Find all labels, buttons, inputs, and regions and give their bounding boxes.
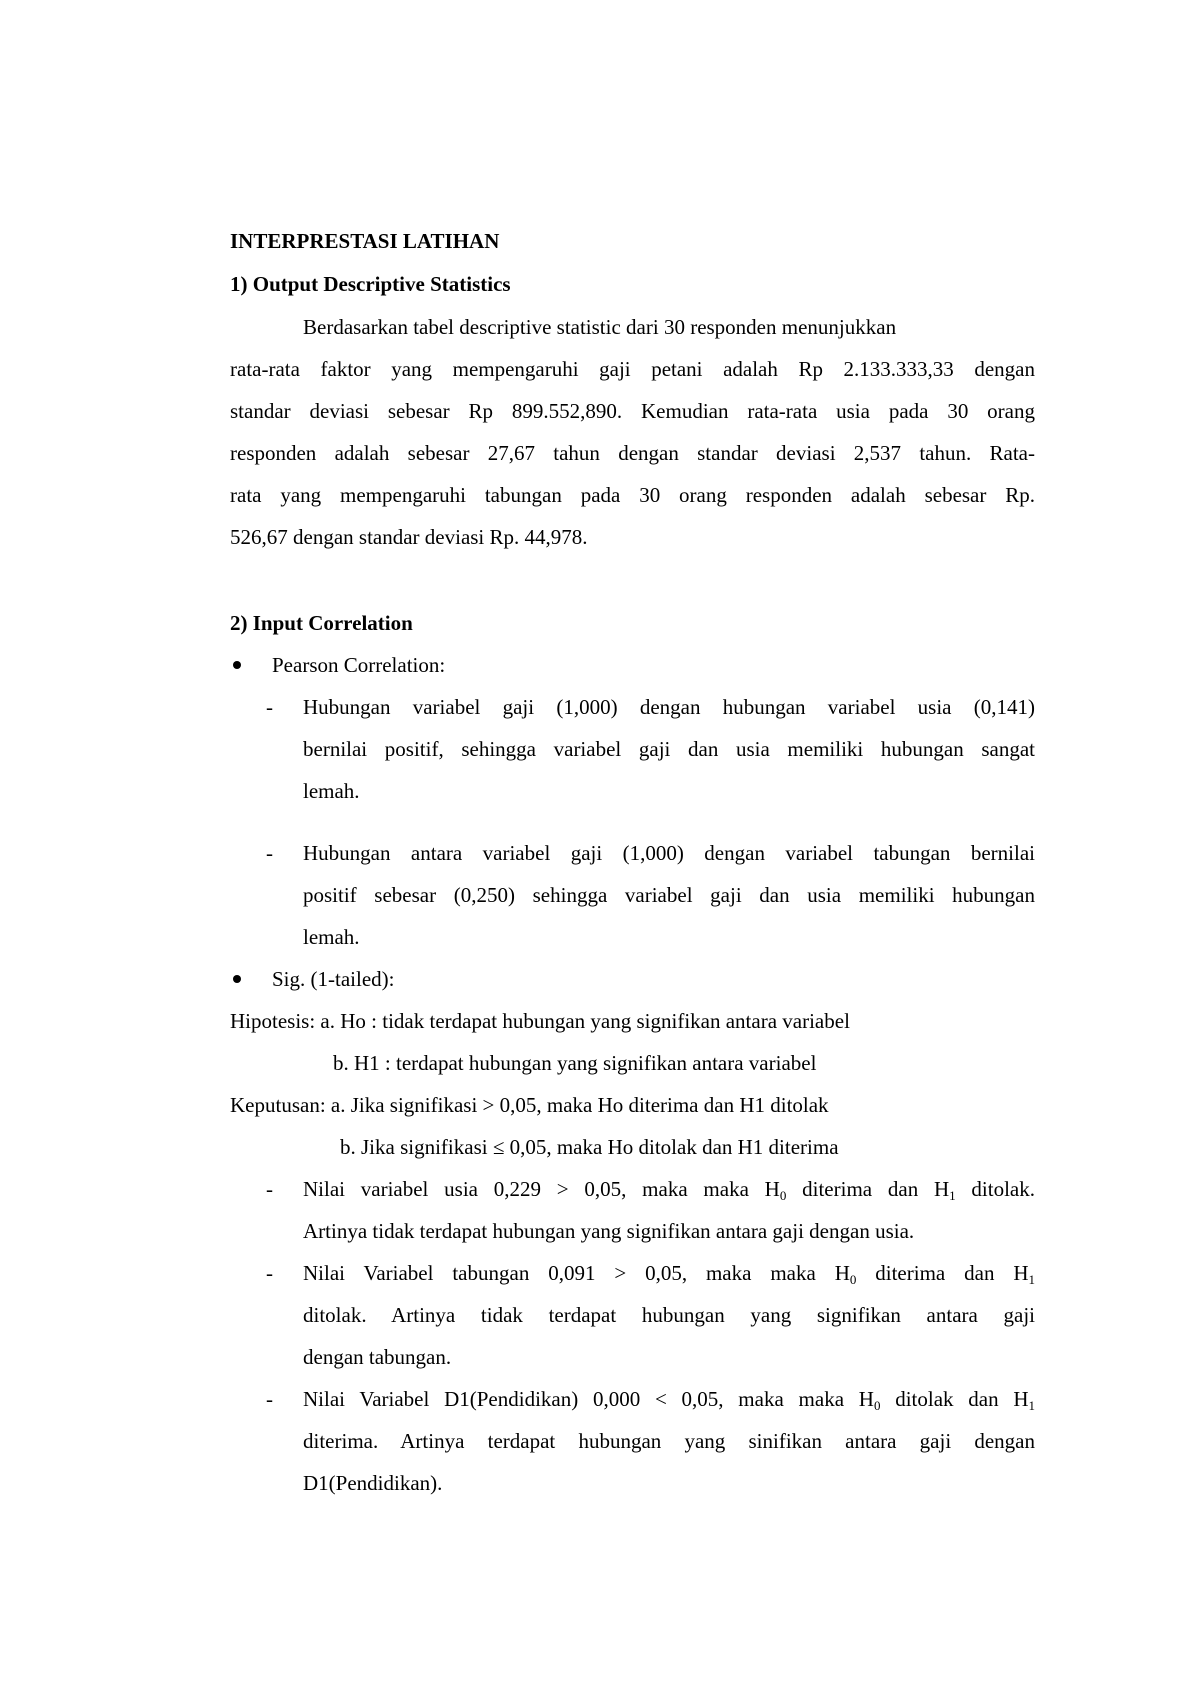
keputusan-b: b. Jika signifikasi ≤ 0,05, maka Ho ditolak dan H1 diterima: [340, 1135, 839, 1159]
page-title: INTERPRESTASI LATIHAN: [230, 229, 500, 253]
keputusan-a: Keputusan: a. Jika signifikasi > 0,05, maka Ho diterima dan H1 ditolak: [230, 1093, 829, 1117]
para1-line-3: standar deviasi sebesar Rp 899.552,890. Kemudian rata-rata usia pada 30 orang: [230, 399, 1035, 423]
section2-heading: 2) Input Correlation: [230, 611, 413, 635]
bullet-icon: [233, 975, 241, 983]
pearson-item-1-line-1: Hubungan variabel gaji (1,000) dengan hubungan variabel usia (0,141): [303, 695, 1035, 719]
hipotesis-a: Hipotesis: a. Ho : tidak terdapat hubungan yang signifikan antara variabel: [230, 1009, 850, 1033]
para1-line-6: 526,67 dengan standar deviasi Rp. 44,978.: [230, 525, 588, 549]
sig-item-1-line-1: Nilai variabel usia 0,229 > 0,05, maka maka $H_0$ diterima dan $H_1$ ditolak.: [303, 1177, 1036, 1203]
section1-heading: 1) Output Descriptive Statistics: [230, 272, 511, 296]
pearson-item-1-line-3: lemah.: [303, 779, 360, 803]
dash-icon: -: [266, 1177, 273, 1201]
dash-icon: -: [266, 841, 273, 865]
para1-line-1: Berdasarkan tabel descriptive statistic dari 30 responden menunjukkan: [303, 315, 897, 339]
para1-line-5: rata yang mempengaruhi tabungan pada 30 orang responden adalah sebesar Rp.: [230, 483, 1035, 507]
dash-icon: -: [266, 1387, 273, 1411]
hipotesis-b: b. H1 : terdapat hubungan yang signifikan antara variabel: [333, 1051, 817, 1075]
sig-item-1-line-2: Artinya tidak terdapat hubungan yang signifikan antara gaji dengan usia.: [303, 1219, 915, 1243]
dash-icon: -: [266, 695, 273, 719]
sig-item-2-line-2: ditolak. Artinya tidak terdapat hubungan yang signifikan antara gaji: [303, 1303, 1035, 1327]
sig-item-3-line-3: D1(Pendidikan).: [303, 1471, 443, 1495]
sig-item-2-line-1: Nilai Variabel tabungan 0,091 > 0,05, maka maka $H_0$ diterima dan $H_1$: [303, 1261, 1035, 1287]
sig-label: Sig. (1-tailed):: [272, 967, 395, 991]
dash-icon: -: [266, 1261, 273, 1285]
sig-item-3-line-2: diterima. Artinya terdapat hubungan yang sinifikan antara gaji dengan: [303, 1429, 1035, 1453]
pearson-label: Pearson Correlation:: [272, 653, 446, 677]
pearson-item-2-line-1: Hubungan antara variabel gaji (1,000) dengan variabel tabungan bernilai: [303, 841, 1035, 865]
pearson-item-2-line-2: positif sebesar (0,250) sehingga variabel gaji dan usia memiliki hubungan: [303, 883, 1035, 907]
pearson-item-1-line-2: bernilai positif, sehingga variabel gaji dan usia memiliki hubungan sangat: [303, 737, 1035, 761]
para1-line-4: responden adalah sebesar 27,67 tahun dengan standar deviasi 2,537 tahun. Rata-: [230, 441, 1035, 465]
sig-item-3-line-1: Nilai Variabel D1(Pendidikan) 0,000 < 0,05, maka maka $H_0$ ditolak dan $H_1$: [303, 1387, 1035, 1413]
bullet-icon: [233, 661, 241, 669]
pearson-item-2-line-3: lemah.: [303, 925, 360, 949]
sig-item-2-line-3: dengan tabungan.: [303, 1345, 452, 1369]
para1-line-2: rata-rata faktor yang mempengaruhi gaji petani adalah Rp 2.133.333,33 dengan: [230, 357, 1035, 381]
